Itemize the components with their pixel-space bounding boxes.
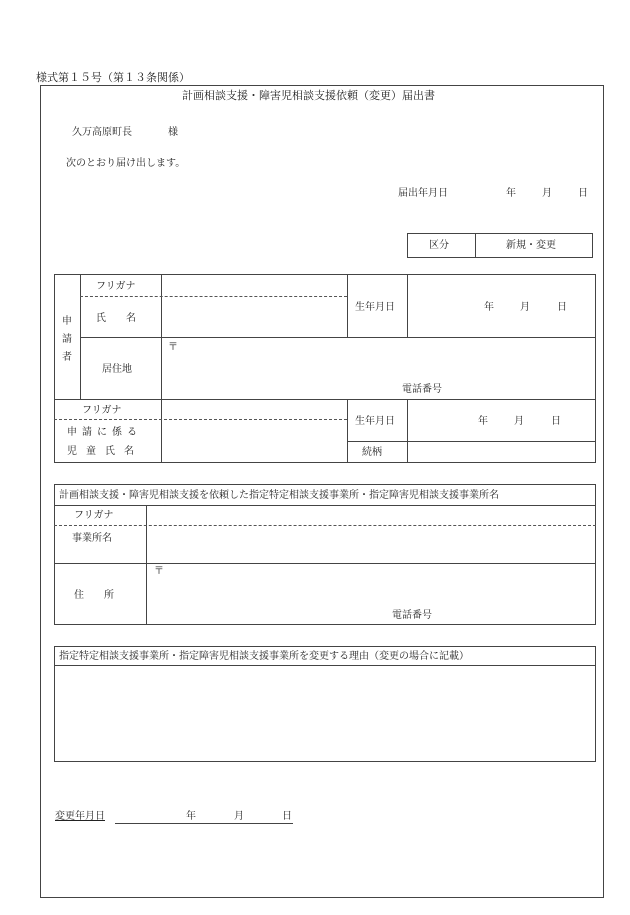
applicant-postal-mark[interactable]: 〒 — [168, 342, 178, 353]
category-value[interactable]: 新規・変更 — [506, 240, 556, 251]
child-furigana-label: フリガナ — [82, 405, 122, 416]
applicant-birth-month[interactable]: 月 — [520, 302, 530, 313]
applicant-birth-label: 生年月日 — [355, 302, 395, 313]
child-furigana-field[interactable] — [165, 402, 345, 418]
submission-day[interactable]: 日 — [578, 188, 588, 199]
child-birth-month[interactable]: 月 — [514, 416, 524, 427]
applicant-furigana-label: フリガナ — [96, 281, 136, 292]
applicant-furigana-field[interactable] — [165, 278, 345, 295]
intro-text: 次のとおり届け出します。 — [66, 158, 186, 169]
child-birth-year[interactable]: 年 — [478, 416, 488, 427]
form-title: 計画相談支援・障害児相談支援依頼（変更）届出書 — [182, 89, 435, 102]
office-furigana-label: フリガナ — [74, 510, 114, 521]
change-date-month[interactable]: 月 — [234, 811, 244, 822]
office-name-field[interactable] — [150, 528, 590, 560]
change-date-day[interactable]: 日 — [282, 811, 292, 822]
submission-date-label: 届出年月日 — [398, 188, 448, 199]
reason-field[interactable] — [58, 669, 592, 759]
office-address-label: 住 所 — [74, 590, 114, 601]
child-birth-label: 生年月日 — [355, 416, 395, 427]
category-label: 区分 — [429, 240, 449, 251]
child-relation-field[interactable] — [410, 444, 594, 460]
office-name-label: 事業所名 — [72, 533, 112, 544]
honorific: 様 — [168, 127, 178, 138]
office-header: 計画相談支援・障害児相談支援を依頼した指定特定相談支援事業所・指定障害児相談支援事業所名 — [59, 490, 499, 501]
applicant-birth-year[interactable]: 年 — [484, 302, 494, 313]
applicant-phone-label[interactable]: 電話番号 — [402, 384, 442, 395]
reason-header: 指定特定相談支援事業所・指定障害児相談支援事業所を変更する理由（変更の場合に記載） — [59, 651, 469, 662]
office-postal-mark[interactable]: 〒 — [154, 566, 164, 577]
child-birth-day[interactable]: 日 — [551, 416, 561, 427]
child-name-label-line2: 児童氏名 — [67, 446, 143, 457]
office-phone-label[interactable]: 電話番号 — [392, 610, 432, 621]
applicant-address-label: 居住地 — [102, 364, 132, 375]
applicant-birth-day[interactable]: 日 — [557, 302, 567, 313]
child-name-label-line1: 申請に係る — [67, 427, 142, 438]
change-date-label: 変更年月日 — [55, 811, 105, 822]
applicant-name-label: 氏 名 — [96, 313, 136, 324]
applicant-name-field[interactable] — [165, 300, 345, 334]
submission-month[interactable]: 月 — [542, 188, 552, 199]
office-furigana-field[interactable] — [150, 508, 590, 524]
form-id: 様式第１５号（第１３条関係） — [36, 71, 190, 84]
submission-year[interactable]: 年 — [506, 188, 516, 199]
child-name-field[interactable] — [165, 422, 345, 460]
applicant-side-label: 申 請 者 — [62, 316, 72, 363]
child-relation-label: 続柄 — [362, 447, 382, 458]
addressee: 久万高原町長 — [72, 127, 132, 138]
change-date-year[interactable]: 年 — [186, 811, 196, 822]
